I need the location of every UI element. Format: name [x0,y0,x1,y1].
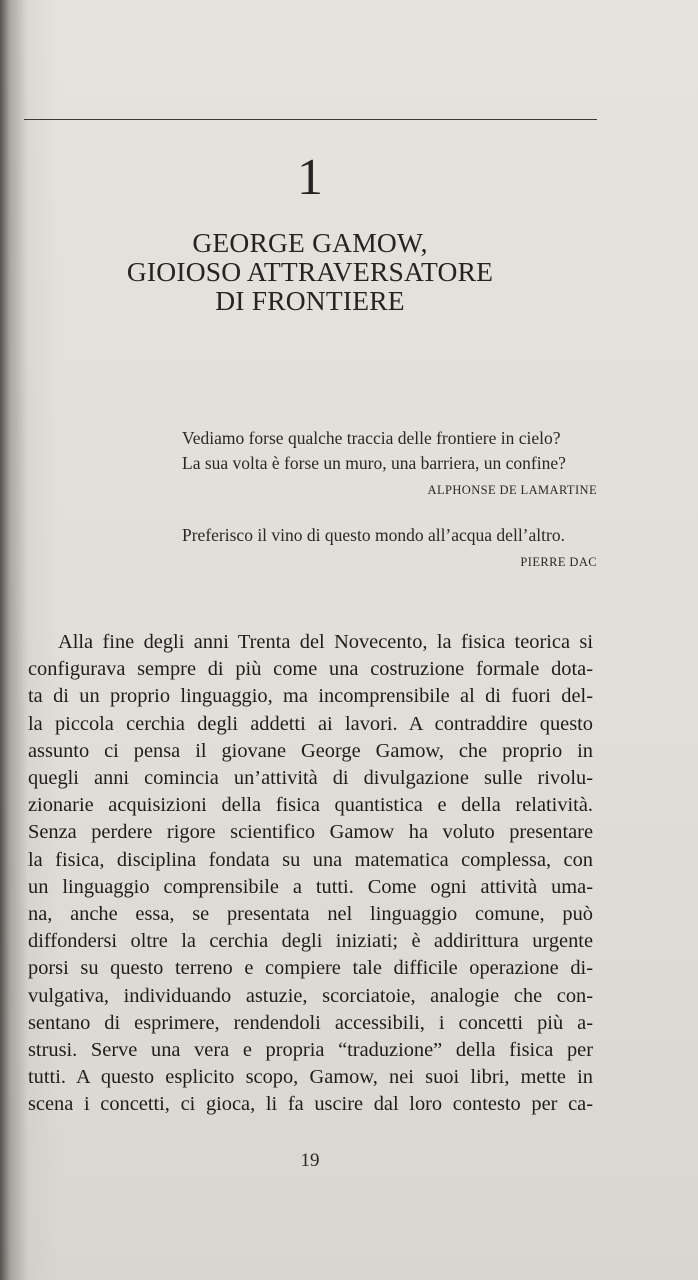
epigraph-line: La sua volta è forse un muro, una barriera, un confine? [182,453,566,473]
epigraph-line: Preferisco il vino di questo mondo all’acqua dell’altro. [182,525,565,545]
text-line: un linguaggio comprensibile a tutti. Come ogni attività uma- [28,875,593,898]
chapter-title-line: GIOIOSO ATTRAVERSATORE [126,256,494,287]
text-line: scena i concetti, ci gioca, li fa uscire dal loro contesto per ca- [28,1093,593,1116]
text-line: tutti. A questo esplicito scopo, Gamow, nei suoi libri, mette in [28,1066,593,1089]
text-line: na, anche essa, se presentata nel linguaggio comune, può [28,903,593,926]
text-line: quegli anni comincia un’attività di divulgazione sulle rivolu- [28,767,593,790]
epigraph-author: ALPHONSE DE LAMARTINE [427,483,597,497]
epigraph [182,426,597,499]
text-line: vulgativa, individuando astuzie, scorciatoie, analogie che con- [28,984,593,1007]
text-line: la fisica, disciplina fondata su una matematica complessa, con [28,848,593,871]
text-line: porsi su questo terreno e compiere tale difficile operazione di- [28,957,593,980]
epigraph [182,523,597,571]
body-paragraph [28,629,593,1119]
text-line: strusi. Serve una vera e propria “traduzione” della fisica per [28,1039,593,1062]
text-line: diffondersi oltre la cerchia degli iniziati; è addirittura urgente [28,930,593,953]
text-line: sentano di esprimere, rendendoli accessibili, i concetti più a- [28,1011,593,1034]
text-line: Senza perdere rigore scientifico Gamow ha voluto presentare [28,821,593,844]
chapter-title [0,228,620,315]
text-line: zionarie acquisizioni della fisica quantistica e della relatività. [28,794,593,817]
chapter-title-line: DI FRONTIERE [215,285,405,316]
text-line: la piccola cerchia degli addetti ai lavori. A contraddire questo [28,712,593,735]
text-line: assunto ci pensa il giovane George Gamow, che proprio in [28,739,593,762]
text-line: Alla fine degli anni Trenta del Novecento, la fisica teorica si [58,631,593,653]
epigraph-line: Vediamo forse qualche traccia delle frontiere in cielo? [182,428,561,448]
page-number: 19 [300,1150,320,1171]
chapter-title-line: GEORGE GAMOW, [192,227,428,258]
epigraph-author: PIERRE DAC [520,555,597,569]
header-rule [24,119,597,120]
text-line: ta di un proprio linguaggio, ma incomprensibile al di fuori del- [28,685,593,708]
chapter-number: 1 [297,149,323,206]
text-line: configurava sempre di più come una costruzione formale dota- [28,658,593,681]
